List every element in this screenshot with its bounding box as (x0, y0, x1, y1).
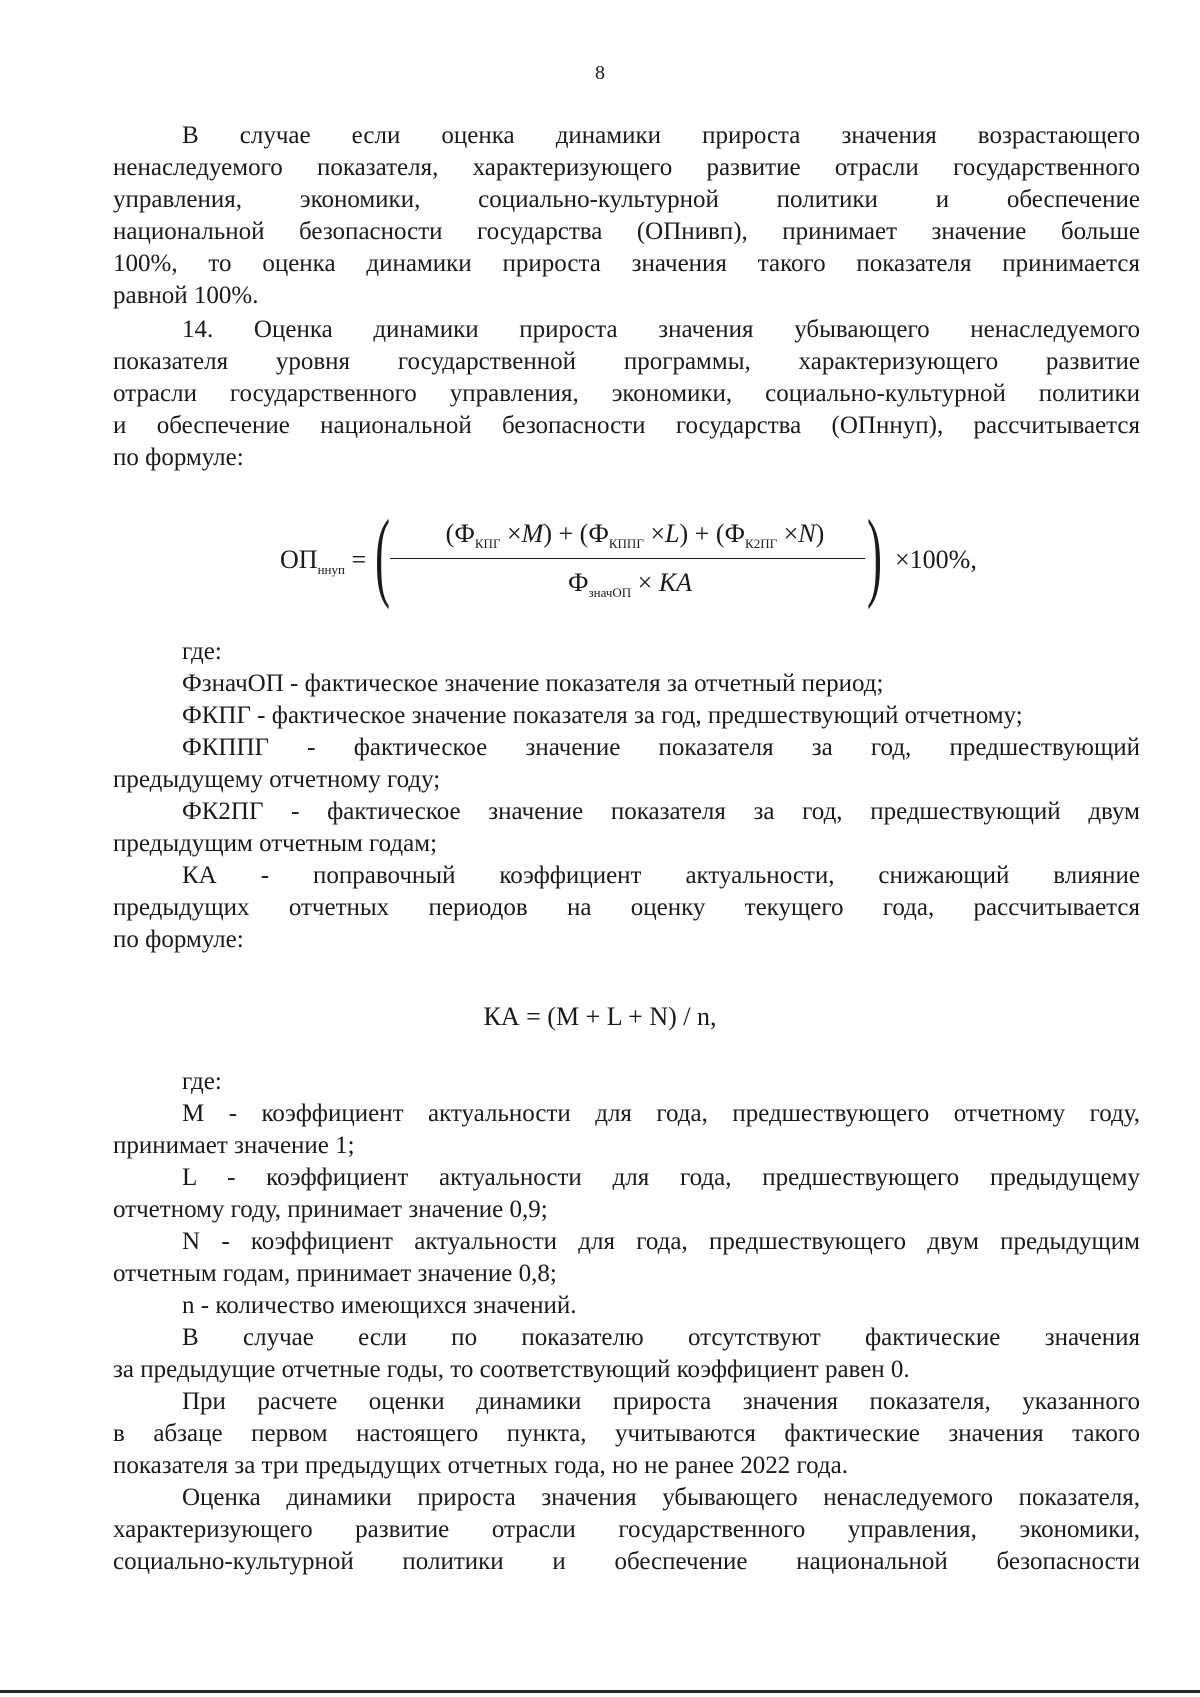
para-last-line: Оценка динамики прироста значения убывающего ненаследуемого показателя, (182, 1484, 1140, 1511)
right-paren: ) (867, 499, 882, 610)
para-calc-line: в абзаце первом настоящего пункта, учитываются фактические значения такого (113, 1420, 1140, 1447)
paragraph-line: отрасли государственного управления, экономики, социально-культурной политики (113, 380, 1140, 407)
def-m-line: M - коэффициент актуальности для года, предшествующего отчетному году, (182, 1100, 1140, 1127)
def-fkpg: ФКПГ - фактическое значение показателя за год, предшествующий отчетному; (182, 702, 1023, 729)
def-ka-line: КА - поправочный коэффициент актуальности, снижающий влияние (182, 862, 1140, 889)
page-number: 8 (595, 62, 605, 84)
def-fk2pg-line: предыдущим отчетным годам; (113, 830, 438, 857)
def-fznachop: ФзначОП - фактическое значение показателя за отчетный период; (182, 670, 884, 697)
page-bottom-edge (0, 1690, 1200, 1693)
paragraph-line: В случае если оценка динамики прироста значения возрастающего (182, 122, 1140, 149)
para-calc-line: показателя за три предыдущих отчетных года, но не ранее 2022 года. (113, 1452, 848, 1479)
where-label: где: (182, 638, 222, 665)
fraction-bar (390, 558, 865, 559)
paragraph-line: по формуле: (113, 444, 244, 471)
def-n-line: N - коэффициент актуальности для года, предшествующего двум предыдущим (182, 1228, 1140, 1255)
paragraph-line: управления, экономики, социально-культурной политики и обеспечение (113, 186, 1140, 213)
paragraph-item-14 (113, 314, 1140, 474)
def-fkppg-line: предыдущему отчетному году; (113, 766, 441, 793)
para-last-line: социально-культурной политики и обеспечение национальной безопасности (113, 1548, 1140, 1575)
left-paren: ( (375, 499, 390, 610)
paragraph-1 (113, 120, 1140, 312)
definitions-1 (113, 636, 1140, 956)
paragraph-line: ненаследуемого показателя, характеризующего развитие отрасли государственного (113, 154, 1140, 181)
formula-lhs: $ОП_{ннуп}$ = (280, 545, 367, 578)
def-fkppg-line: ФКППГ - фактическое значение показателя за год, предшествующий (182, 734, 1140, 761)
where-label: где: (182, 1068, 222, 1095)
def-n-line: отчетным годам, принимает значение 0,8; (113, 1260, 557, 1287)
para-calc-line: При расчете оценки динамики прироста значения показателя, указанного (182, 1388, 1140, 1415)
formula-op-nnup (275, 499, 995, 618)
formula-denominator: $Ф_{значОП}$ × KA (567, 568, 693, 601)
def-m-line: принимает значение 1; (113, 1132, 355, 1159)
para-last-line: характеризующего развитие отрасли государственного управления, экономики, (113, 1516, 1140, 1543)
def-small-n: n - количество имеющихся значений. (182, 1292, 577, 1319)
para-absent-line: за предыдущие отчетные годы, то соответствующий коэффициент равен 0. (113, 1356, 910, 1383)
def-ka-line: по формуле: (113, 926, 244, 953)
formula-numerator: $(Ф_{КПГ} \times M) + (Ф_{КППГ} \times L) + (Ф_{К2ПГ} \times N)$ (445, 519, 825, 552)
para-absent-line: В случае если по показателю отсутствуют фактические значения (182, 1324, 1140, 1351)
formula-tail: ×100%, (895, 545, 977, 574)
paragraph-line: показателя уровня государственной программы, характеризующего развитие (113, 348, 1140, 375)
paragraph-line: равной 100%. (113, 282, 259, 309)
paragraph-line: национальной безопасности государства (ОПнивп), принимает значение больше (113, 218, 1140, 245)
paragraph-line: 100%, то оценка динамики прироста значения такого показателя принимается (113, 250, 1140, 277)
formula-ka: КА = (M + L + N) / n, (483, 1002, 717, 1031)
paragraph-line: и обеспечение национальной безопасности государства (ОПннуп), рассчитывается (113, 412, 1140, 439)
paragraph-line: 14. Оценка динамики прироста значения убывающего ненаследуемого (182, 316, 1140, 343)
definitions-2 (113, 1066, 1140, 1578)
def-l-line: отчетному году, принимает значение 0,9; (113, 1196, 548, 1223)
def-fk2pg-line: ФК2ПГ - фактическое значение показателя за год, предшествующий двум (182, 798, 1140, 825)
def-l-line: L - коэффициент актуальности для года, предшествующего предыдущему (182, 1164, 1140, 1191)
def-ka-line: предыдущих отчетных периодов на оценку текущего года, рассчитывается (113, 894, 1140, 921)
